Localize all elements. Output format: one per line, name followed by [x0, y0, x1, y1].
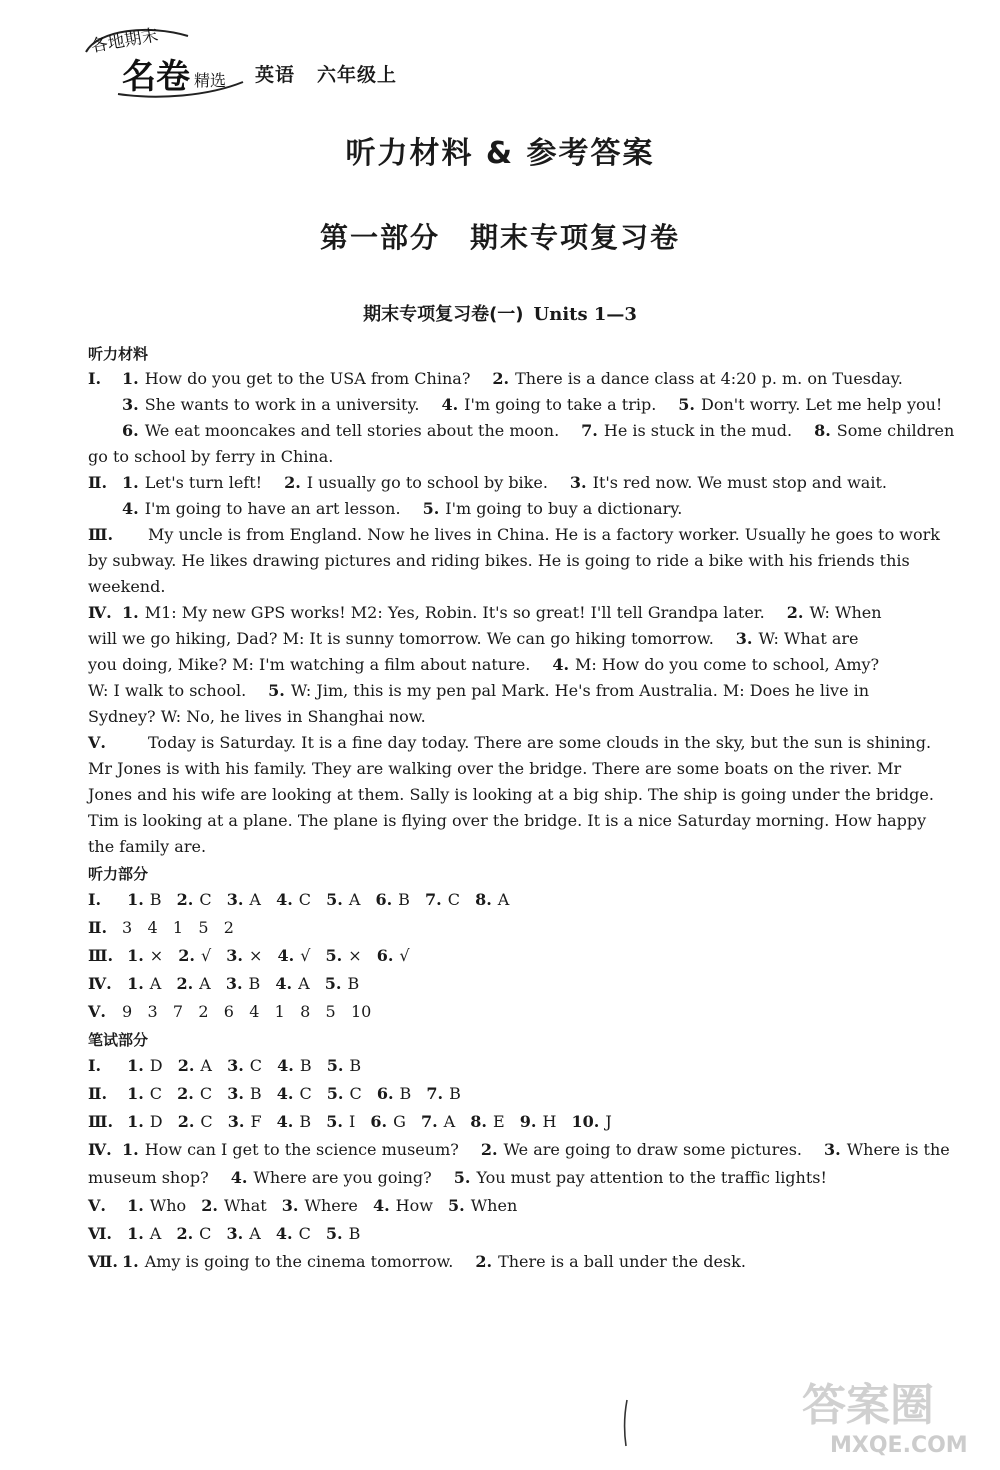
lm-I-line1: 1. How do you get to the USA from China? 2. There is a dance class at 4:20 p. m. on Tuesday. — [122, 369, 903, 388]
wa-I: Ⅰ. 1. D 2. A 3. C 4. B 5. B — [88, 1056, 362, 1075]
section-heading-listening-material: 听力材料 — [88, 345, 149, 363]
part-name: 期末专项复习卷 — [470, 221, 681, 254]
wa-VI: Ⅵ. 1. A 2. C 3. A 4. C 5. B — [88, 1224, 361, 1243]
section-heading-listening-answers: 听力部分 — [88, 865, 149, 883]
la-I: Ⅰ. 1. B 2. C 3. A 4. C 5. A 6. B 7. C 8. A — [88, 890, 510, 909]
section-heading-written-answers: 笔试部分 — [88, 1031, 149, 1049]
unit-cn: 期末专项复习卷(一) — [363, 304, 524, 325]
listening-material-III: Ⅲ. My uncle is from England. Now he lives in China. He is a factory worker. Usually he goes to work by subway. He likes drawing pictures and riding bikes. He is going to ride a bike with his friends this weekend. — [88, 525, 940, 596]
wa-II: Ⅱ. 1. C 2. C 3. B 4. C 5. C 6. B 7. B — [88, 1084, 461, 1103]
la-III: Ⅲ. 1. × 2. √ 3. × 4. √ 5. × 6. √ — [88, 946, 410, 965]
listening-material-V: Ⅴ. Today is Saturday. It is a fine day today. There are some clouds in the sky, but the sun is shining. Mr Jones is with his family. They are walking over the bridge. There are some boats on the river. Mr Jones and his wife are looking at them. Sally is looking at a big ship. The ship is going under the bridge. Tim is looking at a plane. The plane is flying over the bridge. It is a nice Saturday morning. How happy the family are. — [88, 733, 934, 856]
la-IV: Ⅳ. 1. A 2. A 3. B 4. A 5. B — [88, 974, 360, 993]
logo-top-text: 各地期末 — [89, 25, 160, 57]
listening-material-I: Ⅰ. 1. How do you get to the USA from China? 2. There is a dance class at 4:20 p. m. on Tuesday. 3. She wants to work in a university. 4. I'm going to take a trip. 5. Don't worry. Let me help you! 6. We eat mooncakes and tell stories about the moon. 7. He is stuck in the mud. 8. Some children go to school by ferry in China. — [88, 369, 955, 466]
content — [88, 340, 958, 1276]
listening-material-II: Ⅱ. 1. Let's turn left! 2. I usually go to school by bike. 3. It's red now. We must stop and wait. 4. I'm going to have an art lesson. 5. I'm going to buy a dictionary. — [88, 473, 887, 518]
page-title: 听力材料 & 参考答案 — [345, 136, 655, 171]
logo-main-text: 名卷 — [122, 57, 190, 97]
series-logo — [78, 22, 248, 100]
wa-VII: Ⅶ. 1. Amy is going to the cinema tomorrow. 2. There is a ball under the desk. — [88, 1252, 746, 1271]
listening-material-IV: Ⅳ. 1. M1: My new GPS works! M2: Yes, Robin. It's so great! I'll tell Grandpa later. 2. W: When will we go hiking, Dad? M: It is sunny tomorrow. We can go hiking tomorrow. 3. W: What are you doing, Mike? M: I'm watching a film about nature. 4. M: How do you come to school, Amy? W: I walk to school. 5. W: Jim, this is my pen pal Mark. He's from Australia. M: Does he live in Sydney? W: No, he lives in Shanghai now. — [88, 603, 882, 726]
wa-V: Ⅴ. 1. Who 2. What 3. Where 4. How 5. When — [88, 1196, 518, 1215]
site-watermark — [772, 1362, 992, 1462]
wa-IV-line1: Ⅳ. 1. How can I get to the science museum? 2. We are going to draw some pictures. 3. Where is the — [88, 1140, 950, 1159]
watermark-bottom: MXQE.COM — [830, 1433, 968, 1458]
logo-sub-text: 精选 — [194, 71, 227, 90]
unit-en: Units 1—3 — [533, 304, 637, 325]
la-V: Ⅴ. 9 3 7 2 6 4 1 8 5 10 — [88, 1002, 372, 1021]
part-title — [0, 216, 1000, 256]
wa-III: Ⅲ. 1. D 2. C 3. F 4. B 5. I 6. G 7. A 8. E 9. H 10. J — [88, 1112, 612, 1131]
unit-title — [0, 300, 1000, 326]
header-subject: 英语 — [255, 64, 296, 86]
header-subject-grade — [255, 60, 419, 87]
header-grade: 六年级上 — [317, 64, 398, 86]
wa-IV-line2: museum shop? 4. Where are you going? 5. You must pay attention to the traffic lights! — [88, 1168, 827, 1187]
page-header — [78, 22, 598, 102]
pen-stroke-mark — [622, 1398, 630, 1448]
la-II: Ⅱ. 3 4 1 5 2 — [88, 918, 234, 937]
part-label: 第一部分 — [319, 221, 440, 254]
watermark-top: 答案圈 — [802, 1380, 934, 1431]
